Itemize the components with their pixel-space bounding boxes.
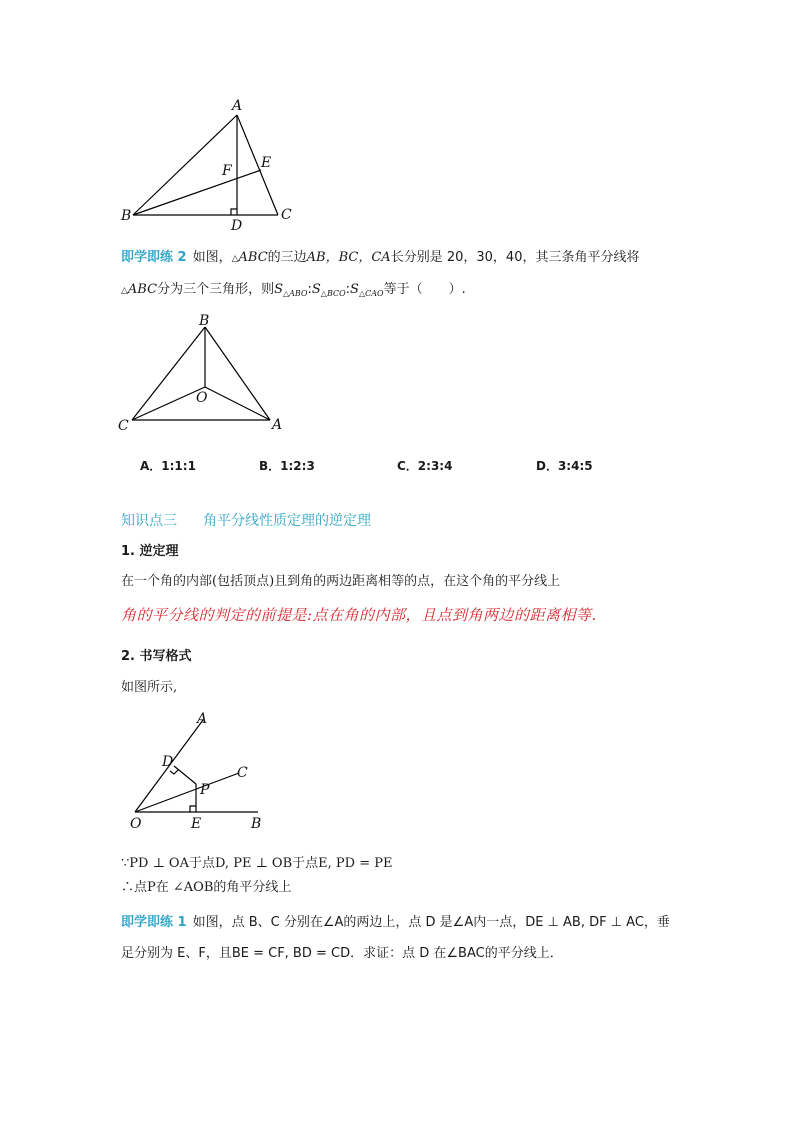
proof-because: ∵PD ⊥ OA于点D, PE ⊥ OB于点E, PD = PE [121, 856, 393, 871]
exercise-1-line-2: 足分别为 E、F，且BE = CF, BD = CD．求证：点 D 在∠BAC的平分线上． [121, 946, 563, 961]
exercise-1-label: 即学即练 1 [121, 915, 187, 930]
proof-therefore: ∴点P在 ∠AOB的角平分线上 [121, 880, 292, 895]
answer-options [140, 457, 660, 475]
exercise-2-line-1: 即学即练 2 如图，△ABC的三边AB，BC，CA长分别是 20，30，40，其三条角平分线将 [121, 250, 640, 265]
ray-oc [135, 773, 239, 812]
option-a[interactable]: A．1:1:1 [140, 459, 196, 473]
option-d[interactable]: D．3:4:5 [536, 459, 593, 473]
label-o: O [130, 816, 142, 832]
section-title: 知识点三 角平分线性质定理的逆定理 [121, 513, 371, 529]
segment-ac [237, 115, 278, 215]
label-d: D [231, 218, 243, 234]
segment-be [133, 170, 261, 215]
label-o: O [196, 390, 208, 406]
exercise-1-line-1: 即学即练 1 如图，点 B、C 分别在∠A的两边上，点 D 是∠A内一点，DE ⊥ AB, DF ⊥ AC，垂 [121, 915, 670, 930]
segment-co [132, 387, 205, 420]
label-f: F [222, 163, 232, 179]
angle-bisector-figure [125, 705, 285, 835]
label-a: A [197, 711, 208, 727]
label-b: B [251, 816, 262, 832]
option-c[interactable]: C．2:3:4 [397, 459, 453, 473]
label-c: C [281, 207, 292, 223]
heading-converse-theorem: 1. 逆定理 [121, 544, 179, 559]
right-angle-mark-d [170, 770, 178, 774]
label-a: A [272, 417, 283, 433]
right-angle-mark [231, 209, 237, 215]
label-a: A [232, 98, 243, 114]
label-e: E [261, 155, 272, 171]
segment-ao [205, 387, 270, 420]
theorem-statement: 在一个角的内部(包括顶点)且到角的两边距离相等的点，在这个角的平分线上 [121, 574, 561, 589]
label-e: E [191, 816, 202, 832]
segment-pd [174, 766, 196, 784]
label-d: D [162, 754, 174, 770]
exercise-2-label: 即学即练 2 [121, 250, 187, 265]
label-p: P [200, 782, 210, 798]
label-b: B [199, 313, 210, 329]
label-b: B [121, 208, 132, 224]
triangle-figure-1 [110, 95, 310, 235]
segment-bc [132, 327, 205, 420]
option-b[interactable]: B．1:2:3 [259, 459, 315, 473]
label-c: C [118, 418, 129, 434]
label-c: C [237, 765, 248, 781]
exercise-2-line-2: △ABC分为三个三角形，则$S_{\triangle ABO}:S_{\triangle BCO}:S_{\triangle CAO}$等于（ ）. [121, 282, 466, 298]
heading-writing-format: 2. 书写格式 [121, 649, 192, 664]
figure-intro: 如图所示, [121, 680, 178, 695]
segment-ba [205, 327, 270, 420]
right-angle-mark-e [190, 806, 196, 812]
triangle-figure-2 [110, 305, 300, 440]
handwritten-note: 角的平分线的判定的前提是:点在角的内部，且点到角两边的距离相等. [121, 606, 597, 624]
